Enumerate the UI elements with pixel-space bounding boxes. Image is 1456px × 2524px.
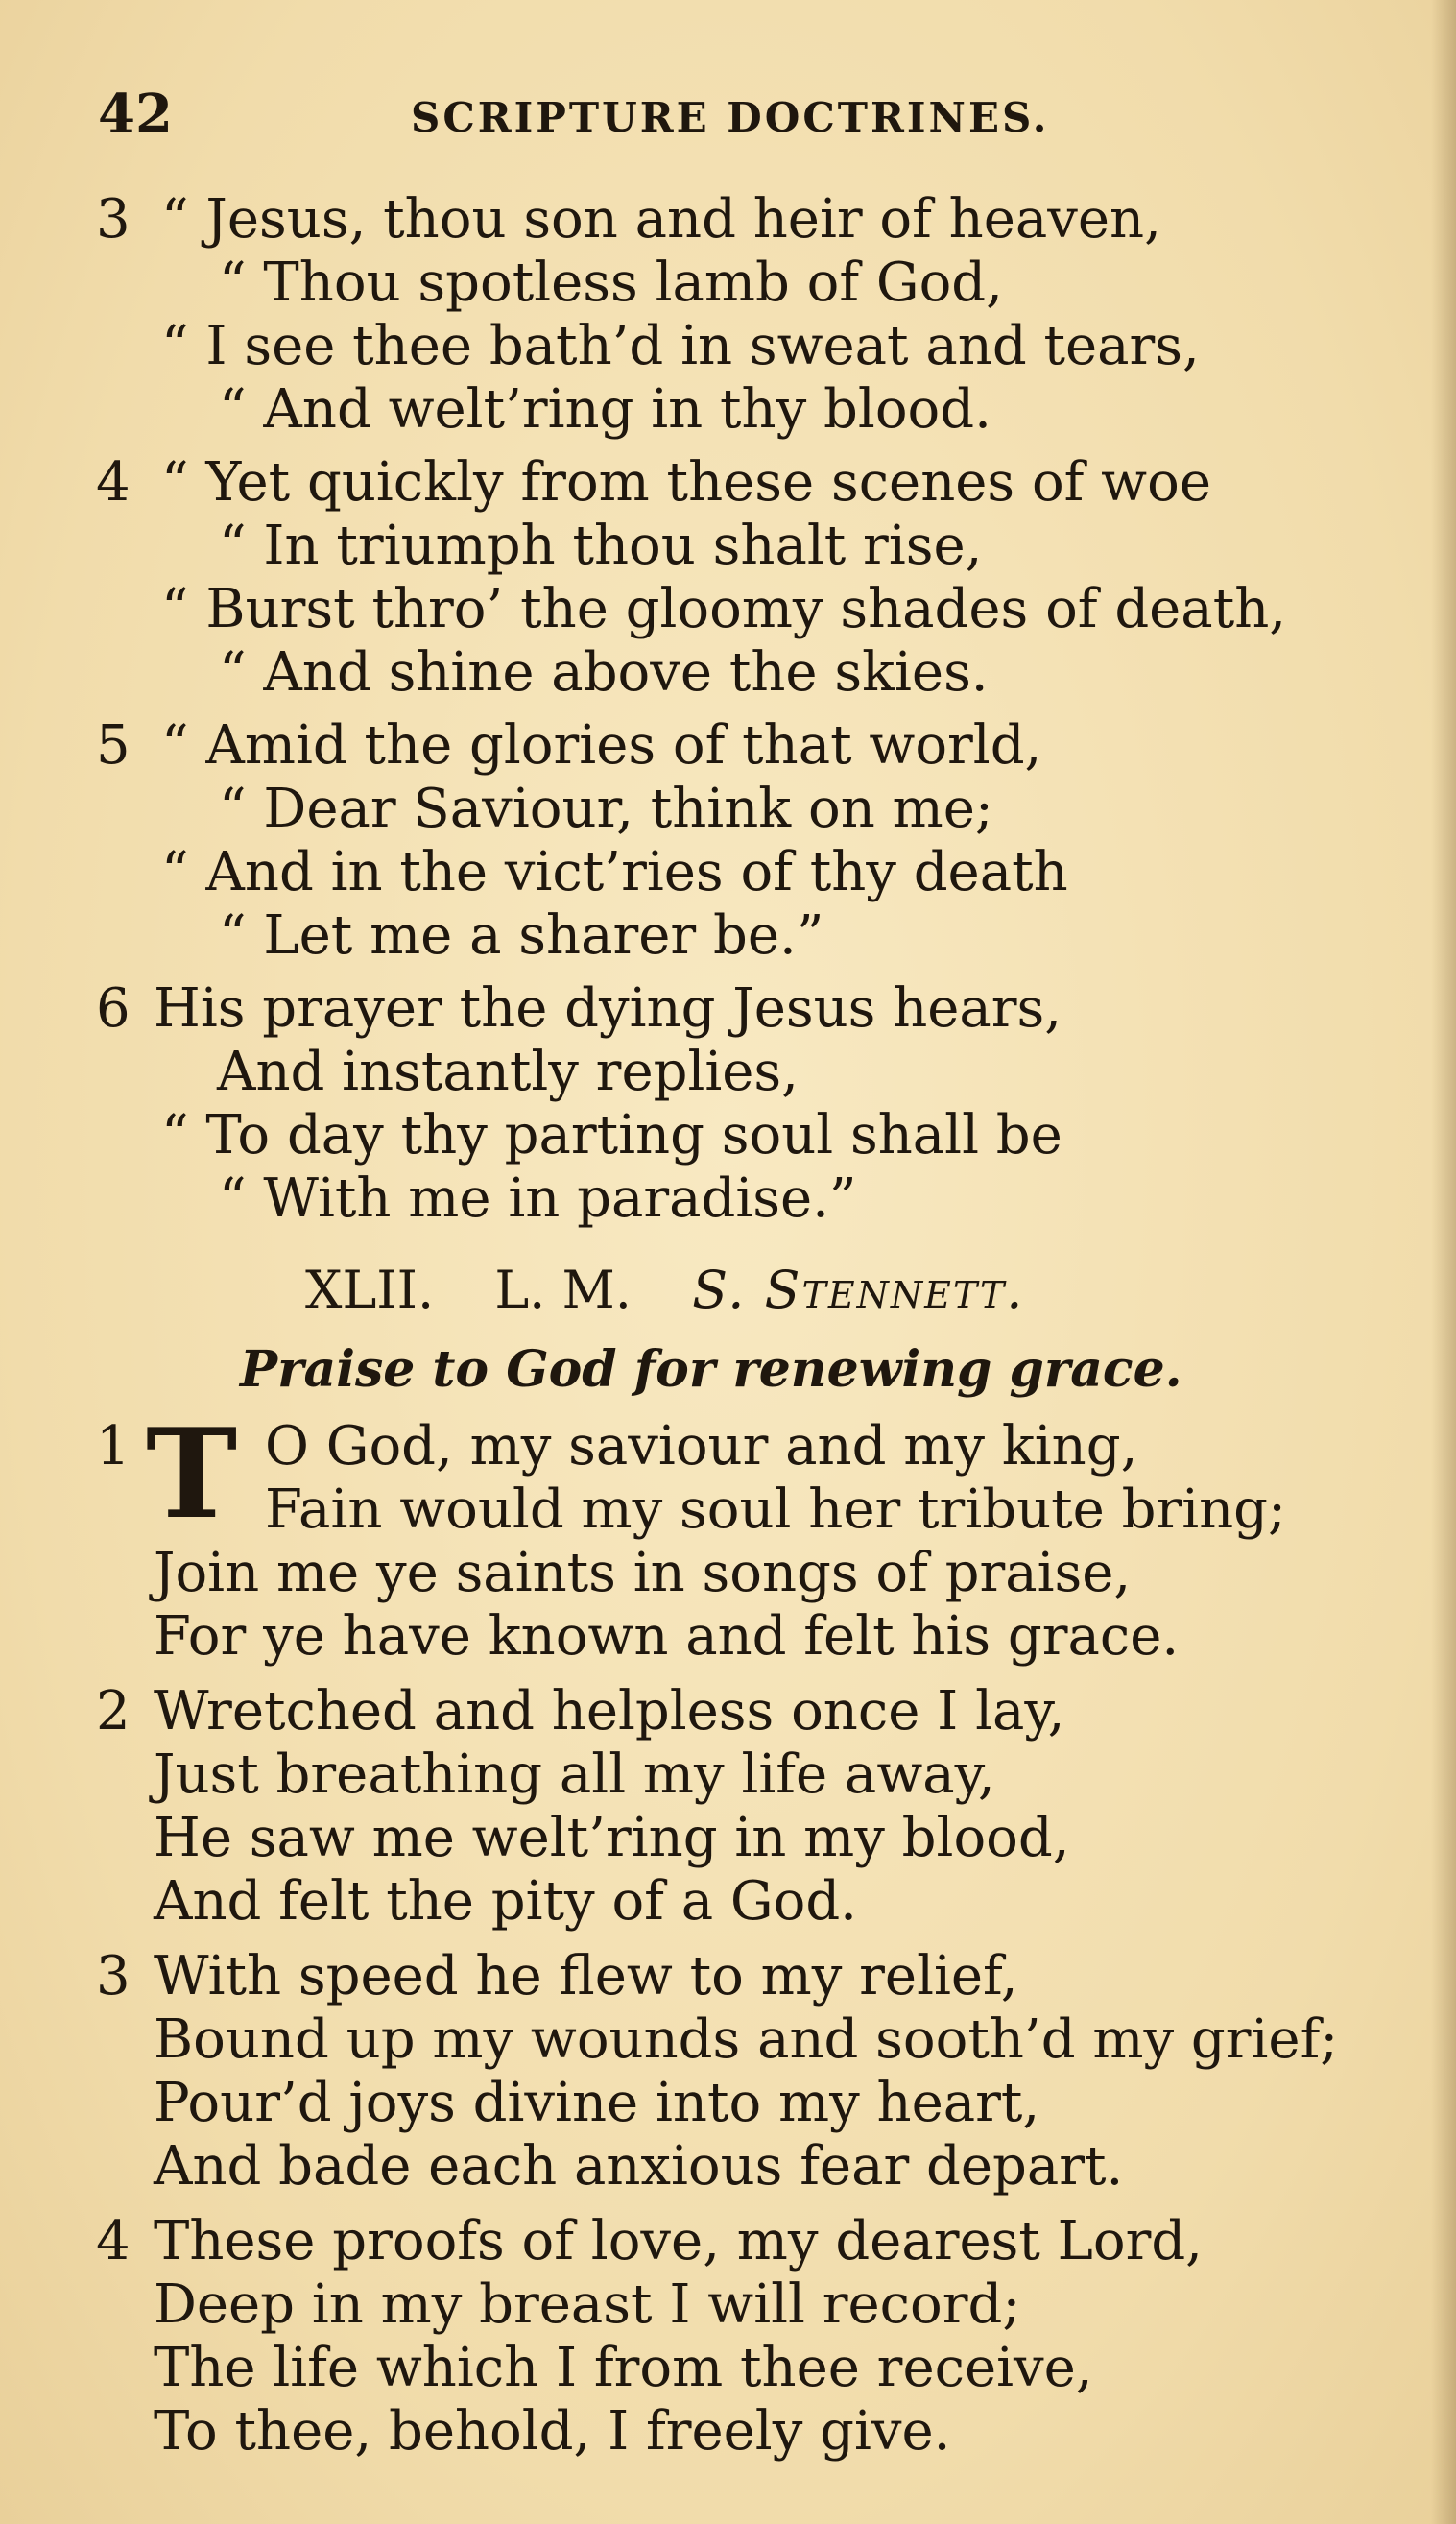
verse-text: “ And welt’ring in thy blood.	[219, 378, 991, 441]
verse-text: Fain would my soul her tribute bring;	[265, 1478, 1286, 1541]
verse-text: “ Jesus, thou son and heir of heaven,	[161, 188, 1161, 251]
verse-text: “ And in the vict’ries of thy death	[161, 841, 1068, 903]
stanza-number: 4	[96, 2210, 131, 2272]
verse-text: “ Yet quickly from these scenes of woe	[161, 451, 1211, 514]
verse-text: “ Dear Saviour, think on me;	[219, 778, 993, 840]
verse-text: “ Burst thro’ the gloomy shades of death,	[161, 578, 1287, 640]
running-title: SCRIPTURE DOCTRINES.	[411, 94, 1050, 141]
verse-text: These proofs of love, my dearest Lord,	[154, 2210, 1203, 2272]
verse-text: He saw me welt’ring in my blood,	[154, 1807, 1070, 1869]
verse-text: To thee, behold, I freely give.	[154, 2400, 951, 2463]
verse-text: With speed he flew to my relief,	[154, 1945, 1018, 2007]
verse-text: His prayer the dying Jesus hears,	[154, 977, 1062, 1040]
verse-text: “ I see thee bath’d in sweat and tears,	[161, 315, 1200, 377]
verse-text: “ In triumph thou shalt rise,	[219, 515, 983, 577]
verse-text: Wretched and helpless once I lay,	[154, 1680, 1065, 1743]
verse-text: O God, my saviour and my king,	[265, 1415, 1138, 1478]
stanza-number: 2	[96, 1680, 131, 1743]
page-header	[0, 83, 1456, 150]
verse-text: “ And shine above the skies.	[219, 641, 989, 704]
page-edge-shadow	[1431, 0, 1456, 2524]
verse-text: And instantly replies,	[217, 1041, 799, 1103]
verse-text: And bade each anxious fear depart.	[154, 2135, 1124, 2198]
stanza-number: 5	[96, 714, 131, 777]
verse-text: “ To day thy parting soul shall be	[161, 1104, 1062, 1166]
verse-text: “ Amid the glories of that world,	[161, 714, 1042, 777]
verse-text: Join me ye saints in songs of praise,	[154, 1542, 1132, 1604]
verse-text: The life which I from thee receive,	[154, 2337, 1093, 2399]
stanza-number: 3	[96, 188, 131, 251]
verse-text: “ Let me a sharer be.”	[219, 904, 824, 967]
verse-text: Bound up my wounds and sooth’d my grief;	[154, 2008, 1339, 2071]
stanza-number: 6	[96, 977, 131, 1040]
hymn-number: XLII.	[305, 1260, 435, 1320]
stanza-number: 4	[96, 451, 131, 514]
page-number: 42	[98, 83, 173, 146]
hymn-meter: L. M.	[494, 1260, 632, 1320]
verse-text: Deep in my breast I will record;	[154, 2273, 1021, 2336]
verse-text: Pour’d joys divine into my heart,	[154, 2072, 1040, 2134]
verse-text: “ With me in paradise.”	[219, 1167, 857, 1230]
hymn-author: S. Stennett.	[692, 1260, 1025, 1320]
drop-cap: T	[146, 1403, 238, 1547]
stanza-number: 3	[96, 1945, 131, 2007]
verse-text: Just breathing all my life away,	[154, 1743, 995, 1806]
verse-text: And felt the pity of a God.	[154, 1870, 857, 1933]
verse-text: For ye have known and felt his grace.	[154, 1605, 1180, 1668]
hymn-title: Praise to God for renewing grace.	[240, 1340, 1182, 1399]
stanza-number: 1	[96, 1415, 131, 1478]
verse-text: “ Thou spotless lamb of God,	[219, 252, 1003, 314]
hymn-heading	[305, 1260, 1068, 1327]
